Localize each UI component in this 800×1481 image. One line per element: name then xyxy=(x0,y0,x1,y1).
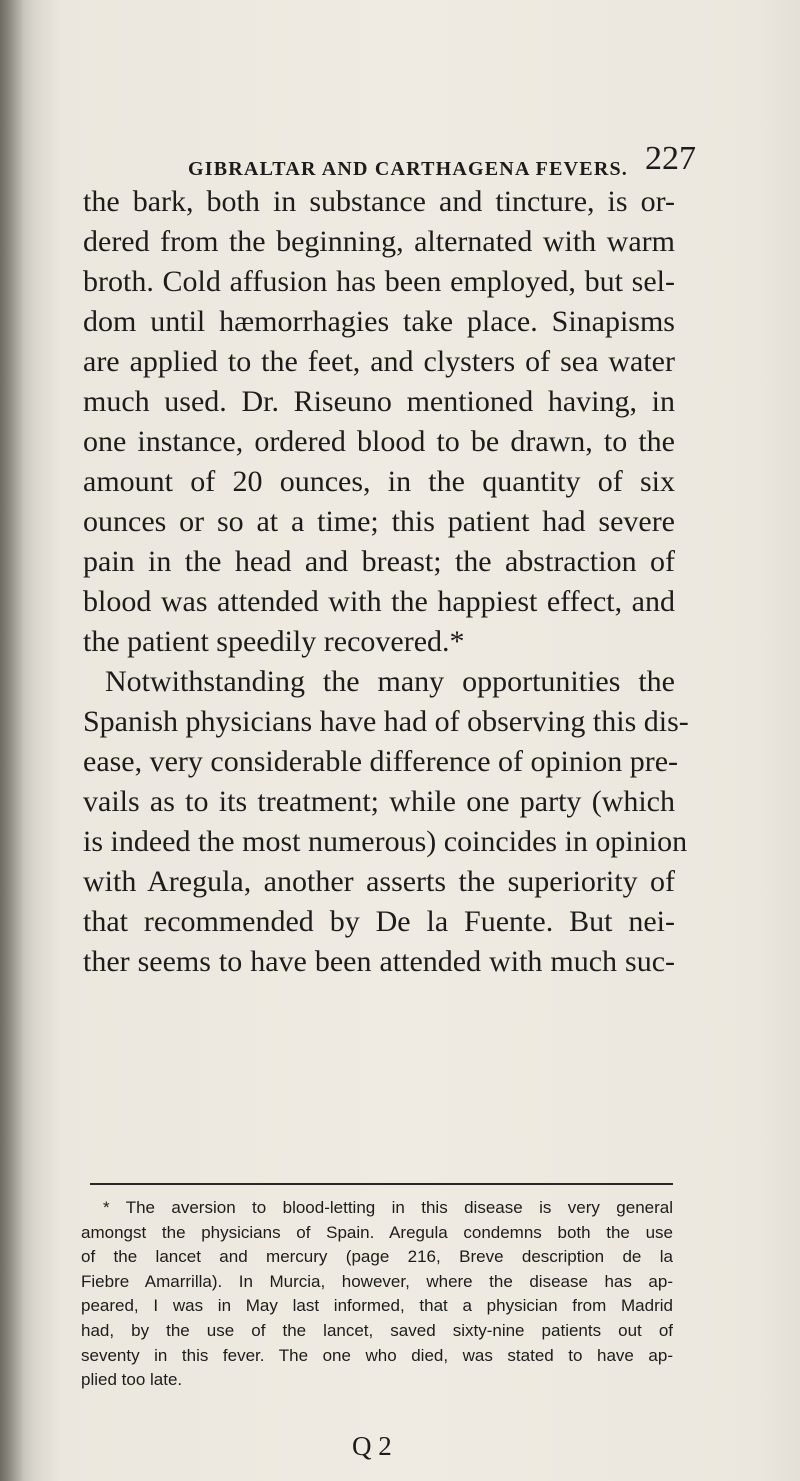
footnote-line: plied too late. xyxy=(81,1370,183,1390)
footnote xyxy=(81,1196,673,1393)
text-line: amount of 20 ounces, in the quantity of six xyxy=(83,465,675,498)
footnote-line: * The aversion to blood-letting in this disease is very general xyxy=(103,1198,673,1217)
signature-mark: Q 2 xyxy=(352,1431,392,1461)
text-line: blood was attended with the happiest effect, and xyxy=(83,585,675,618)
footnote-line: of the lancet and mercury (page 216, Breve description de la xyxy=(81,1247,673,1267)
text-line: are applied to the feet, and clysters of sea water xyxy=(83,345,675,378)
footnote-rule xyxy=(90,1183,673,1185)
text-line: Spanish physicians have had of observing this dis- xyxy=(83,705,689,738)
text-line: Notwithstanding the many opportunities the xyxy=(105,665,675,698)
text-line: dom until hæmorrhagies take place. Sinapisms xyxy=(83,305,675,338)
footnote-line: peared, I was in May last informed, that a physician from Madrid xyxy=(81,1296,673,1316)
text-line: one instance, ordered blood to be drawn, to the xyxy=(83,425,675,458)
text-line: pain in the head and breast; the abstraction of xyxy=(83,545,675,578)
text-line: ease, very considerable difference of opinion pre- xyxy=(83,745,679,778)
text-line: much used. Dr. Riseuno mentioned having, in xyxy=(83,385,675,418)
text-line: ther seems to have been attended with much suc- xyxy=(83,945,675,978)
footnote-line: seventy in this fever. The one who died, was stated to have ap- xyxy=(81,1345,673,1365)
footnote-line: had, by the use of the lancet, saved sixty-nine patients out of xyxy=(81,1320,673,1340)
text-line: vails as to its treatment; while one party (which xyxy=(83,785,675,818)
footnote-line: Fiebre Amarrilla). In Murcia, however, where the disease has ap- xyxy=(81,1271,673,1291)
text-line: dered from the beginning, alternated with warm xyxy=(83,225,675,258)
text-line: that recommended by De la Fuente. But nei- xyxy=(83,905,675,938)
footnote-line: amongst the physicians of Spain. Aregula condemns both the use xyxy=(81,1222,673,1242)
text-line: the patient speedily recovered.* xyxy=(83,625,465,658)
page-number: 227 xyxy=(645,140,696,177)
body-text xyxy=(83,182,689,982)
text-line: is indeed the most numerous) coincides in opinion xyxy=(83,825,688,858)
text-line: the bark, both in substance and tincture, is or- xyxy=(83,185,675,218)
page-binding-shadow xyxy=(0,0,24,1481)
text-line: with Aregula, another asserts the superiority of xyxy=(83,865,675,898)
text-line: broth. Cold affusion has been employed, but sel- xyxy=(83,265,675,298)
running-head xyxy=(188,140,728,184)
running-title: GIBRALTAR AND CARTHAGENA FEVERS. xyxy=(188,158,628,180)
text-line: ounces or so at a time; this patient had severe xyxy=(83,505,675,538)
